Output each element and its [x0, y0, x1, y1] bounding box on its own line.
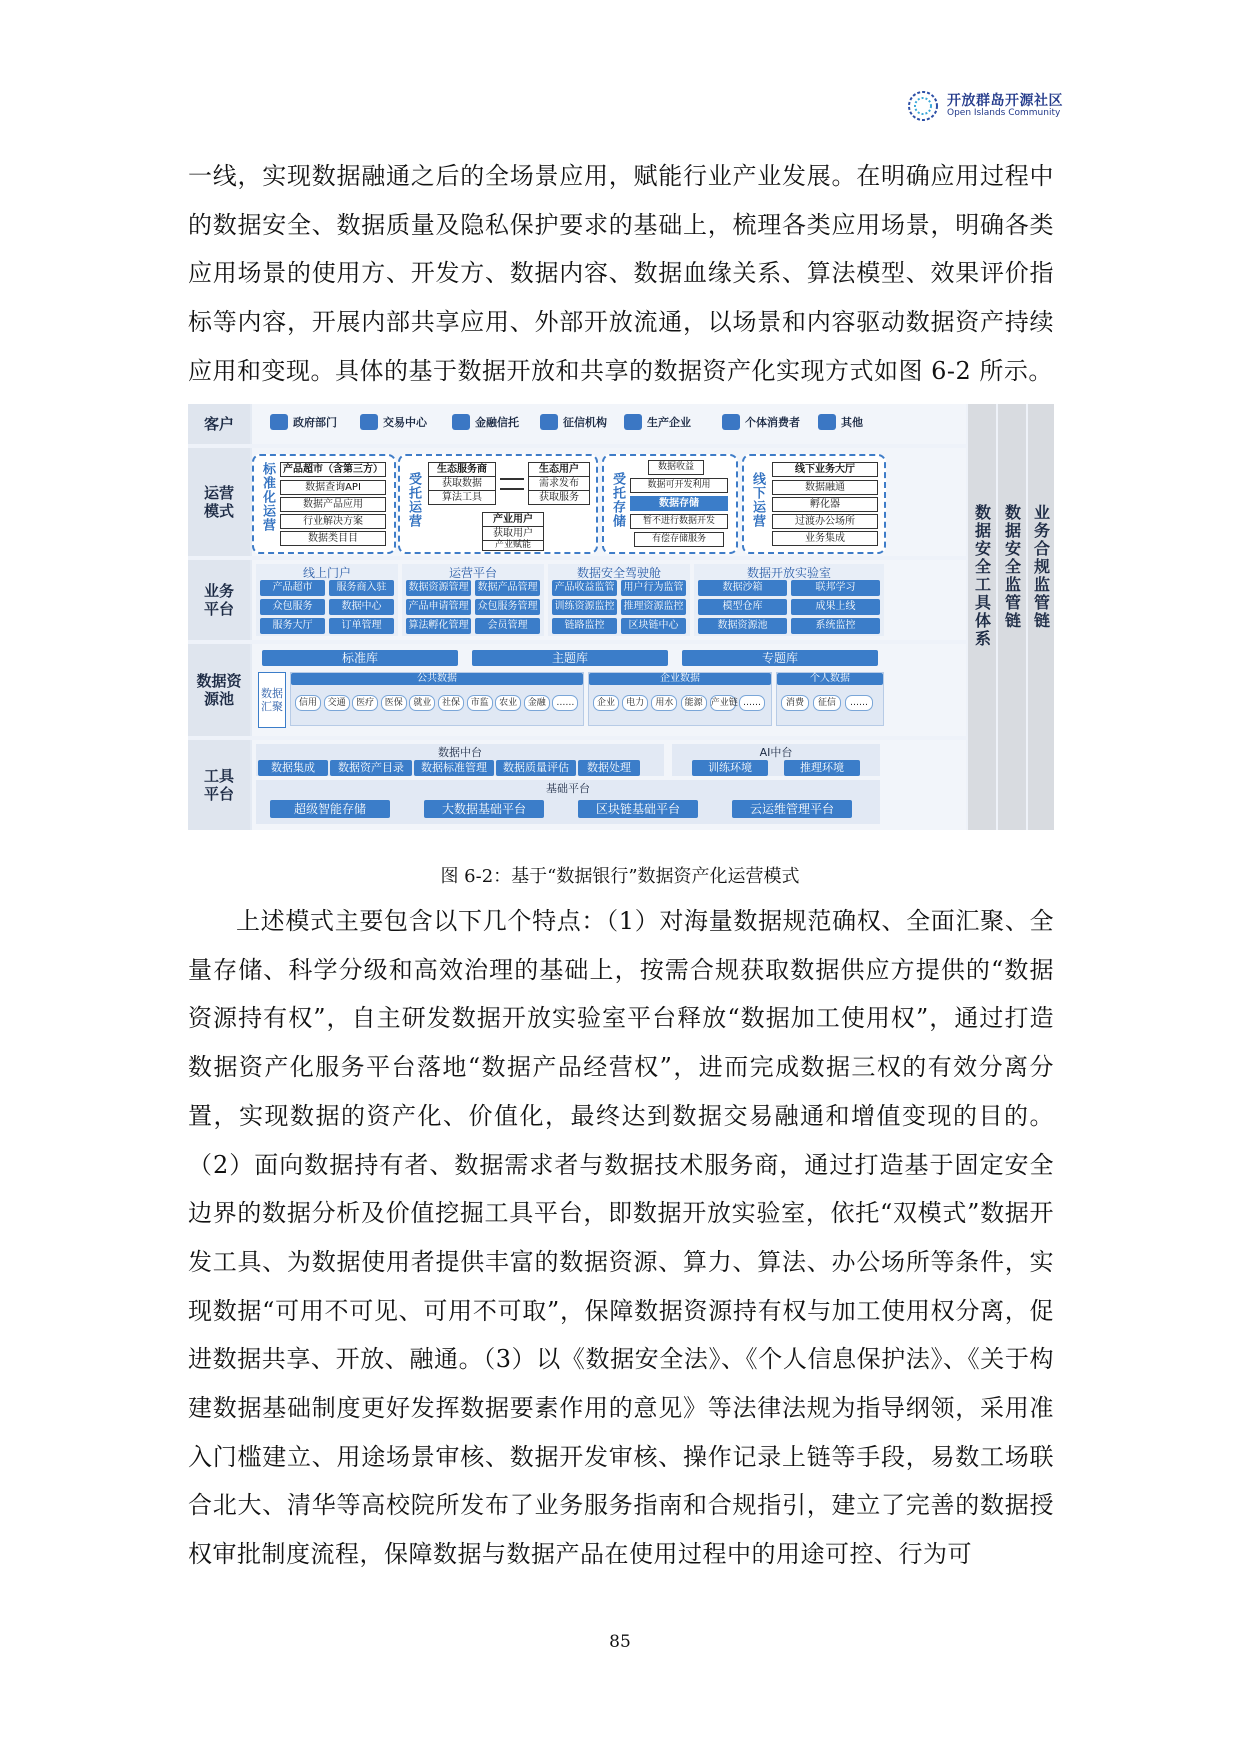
building-icon — [270, 414, 288, 430]
base-platform: 基础平台 超级智能存储 大数据基础平台 区块链基础平台 云运维管理平台 — [256, 780, 880, 824]
enterprise-data-group: 企业数据 企业 电力 用水 能源 产业链 …… — [588, 672, 772, 726]
biz-section — [402, 564, 544, 636]
row-label: 运营 模式 — [188, 448, 250, 556]
biz-item: 成果上线 — [791, 599, 880, 615]
biz-item: 数据中心 — [329, 599, 394, 615]
middle-platform-item: 数据质量评估 — [496, 760, 576, 776]
biz-item: 数据资源池 — [698, 618, 787, 634]
data-tag: …… — [739, 695, 765, 711]
biz-item: 模型仓库 — [698, 599, 787, 615]
credit-icon — [540, 414, 558, 430]
biz-item: 众包服务管理 — [475, 599, 540, 615]
data-tag: 市监 — [467, 695, 493, 711]
data-tag: 信用 — [295, 695, 321, 711]
data-tag: …… — [845, 695, 873, 711]
biz-item: 数据资源管理 — [406, 580, 471, 596]
biz-item: 数据产品管理 — [475, 580, 540, 596]
personal-data-group: 个人数据 消费 征信 …… — [776, 672, 884, 726]
data-tag: …… — [552, 695, 578, 711]
data-tag: 能源 — [681, 695, 707, 711]
data-tag: 产业链 — [710, 695, 736, 711]
data-gather-box: 数据汇聚 — [258, 672, 286, 728]
data-middle-platform: 数据中台 数据集成 数据资产目录 数据标准管理 数据质量评估 数据处理 — [256, 744, 664, 776]
logo-text-cn: 开放群岛开源社区 — [947, 93, 1063, 109]
logo-text-en: Open Islands Community — [947, 108, 1061, 118]
data-tag: 医保 — [381, 695, 407, 711]
base-platform-item: 云运维管理平台 — [732, 800, 852, 818]
data-tag: 农业 — [495, 695, 521, 711]
middle-platform-item: 数据集成 — [258, 760, 328, 776]
customer-item: 交易中心 — [360, 414, 427, 430]
community-logo — [905, 86, 1065, 126]
exchange-icon — [360, 414, 378, 430]
trust-ops-box: 受托运营 生态服务商 获取数据 算法工具 生态用户 需求发布 获取服务 产业用户 获取用户 产业赋能 — [398, 454, 598, 554]
customer-item: 其他 — [818, 414, 863, 430]
data-tag: 交通 — [324, 695, 350, 711]
data-tag: 医疗 — [352, 695, 378, 711]
factory-icon — [624, 414, 642, 430]
biz-item: 链路监控 — [552, 618, 617, 634]
ai-middle-platform: AI中台 训练环境 推理环境 — [672, 744, 880, 776]
middle-platform-item: 数据处理 — [578, 760, 640, 776]
customer-item: 个体消费者 — [722, 414, 800, 430]
data-tag: 企业 — [593, 695, 619, 711]
biz-item: 算法孵化管理 — [406, 618, 471, 634]
row-label: 客户 — [188, 404, 250, 444]
row-ops-model — [188, 448, 966, 556]
biz-item: 用户行为监管 — [621, 580, 686, 596]
lib-standard: 标准库 — [262, 650, 458, 666]
figure-diagram — [188, 404, 1054, 830]
biz-item: 会员管理 — [475, 618, 540, 634]
public-data-group: 公共数据 信用 交通 医疗 医保 就业 社保 市监 农业 金融 …… — [290, 672, 584, 726]
biz-item: 产品收益监管 — [552, 580, 617, 596]
row-label: 业务 平台 — [188, 560, 250, 640]
data-tag: 就业 — [409, 695, 435, 711]
data-tag: 消费 — [781, 695, 809, 711]
biz-item: 系统监控 — [791, 618, 880, 634]
biz-item: 推理资源监控 — [621, 599, 686, 615]
biz-item: 服务商入驻 — [329, 580, 394, 596]
middle-platform-item: 数据资产目录 — [330, 760, 412, 776]
biz-section-title: 数据安全驾驶舱 — [576, 566, 661, 580]
row-customers — [188, 404, 966, 444]
customer-item: 生产企业 — [624, 414, 691, 430]
biz-item: 联邦学习 — [791, 580, 880, 596]
body-paragraph-1: 一线，实现数据融通之后的全场景应用，赋能行业产业发展。在明确应用过程中的数据安全、数据质量及隐私保护要求的基础上，梳理各类应用场景，明确各类应用场景的使用方、开发方、数据内容、数据血缘关系、算法模型、效果评价指标等内容，开展内部共享应用、外部开放流通，以场景和内容驱动数据资产持续应用和变现。具体的基于数据开放和共享的数据资产化实现方式如图 6-2 所示。 — [188, 162, 1054, 385]
finance-icon — [452, 414, 470, 430]
biz-item: 区块链中心 — [621, 618, 686, 634]
data-tag: 电力 — [622, 695, 648, 711]
biz-item: 众包服务 — [260, 599, 325, 615]
security-tools-bar: 数据安全工具体系 — [968, 404, 996, 830]
person-icon — [722, 414, 740, 430]
biz-section-title: 线上门户 — [302, 566, 351, 580]
row-label: 数据资 源池 — [188, 644, 250, 736]
offline-ops-box: 线下运营 线下业务大厅 数据融通 孵化器 过渡办公场所 业务集成 — [742, 454, 886, 554]
standard-ops-box: 标准化运营 产品超市（含第三方） 数据查询API 数据产品应用 行业解决方案 数据类目目 — [252, 454, 396, 554]
middle-platform-item: 数据标准管理 — [414, 760, 494, 776]
biz-section-title: 数据开放实验室 — [746, 566, 831, 580]
body-paragraph-2: 上述模式主要包含以下几个特点：（1）对海量数据规范确权、全面汇聚、全量存储、科学分级和高效治理的基础上，按需合规获取数据供应方提供的“数据资源持有权”，自主研发数据开放实验室平台释放“数据加工使用权”，通过打造数据资产化服务平台落地“数据产品经营权”，进而完成数据三权的有效分离分置，实现数据的资产化、价值化，最终达到数据交易融通和增值变现的目的。（2）面向数据持有者、数据需求者与数据技术服务商，通过打造基于固定安全边界的数据分析及价值挖掘工具平台，即数据开放实验室，依托“双模式”数据开发工具、为数据使用者提供丰富的数据资源、算力、算法、办公场所等条件，实现数据“可用不可见、可用不可取”，保障数据资源持有权与加工使用权分离，促进数据共享、开放、融通。（3）以《数据安全法》、《个人信息保护法》、《关于构建数据基础制度更好发挥数据要素作用的意见》等法律法规为指导纲领，采用准入门槛建立、用途场景审核、数据开发审核、操作记录上链等手段，易数工场联合北大、清华等高校院所发布了业务服务指南和合规指引，建立了完善的数据授权审批制度流程，保障数据与数据产品在使用过程中的用途可控、行为可 — [188, 907, 1054, 1569]
biz-section — [694, 564, 884, 636]
row-business-platform — [188, 560, 966, 640]
biz-item: 产品超市 — [260, 580, 325, 596]
data-tag: 社保 — [438, 695, 464, 711]
figure-caption: 图 6-2：基于“数据银行”数据资产化运营模式 — [440, 866, 800, 887]
data-tag: 用水 — [651, 695, 677, 711]
biz-section-title: 运营平台 — [448, 566, 497, 580]
security-supervision-bar: 数据安全监管链 — [998, 404, 1026, 830]
compliance-supervision-bar: 业务合规监管链 — [1028, 404, 1054, 830]
lib-theme: 主题库 — [472, 650, 668, 666]
base-platform-item: 超级智能存储 — [270, 800, 390, 818]
biz-section — [548, 564, 690, 636]
customer-item: 金融信托 — [452, 414, 519, 430]
row-tools-platform — [188, 740, 966, 830]
data-tag: 金融 — [524, 695, 550, 711]
customer-item: 政府部门 — [270, 414, 337, 430]
biz-item: 订单管理 — [329, 618, 394, 634]
row-data-pool — [188, 644, 966, 736]
base-platform-item: 大数据基础平台 — [424, 800, 544, 818]
biz-item: 产品申请管理 — [406, 599, 471, 615]
biz-item: 服务大厅 — [260, 618, 325, 634]
biz-item: 训练资源监控 — [552, 599, 617, 615]
storage-ops-box: 受托存储 数据收益 数据可开发利用 数据存储 暂不进行数据开发 有偿存储服务 — [602, 454, 738, 554]
row-label: 工具 平台 — [188, 740, 250, 830]
customer-item: 征信机构 — [540, 414, 607, 430]
lib-topic: 专题库 — [682, 650, 878, 666]
base-platform-item: 区块链基础平台 — [578, 800, 698, 818]
logo-icon — [905, 88, 941, 124]
biz-item: 数据沙箱 — [698, 580, 787, 596]
data-tag: 征信 — [813, 695, 841, 711]
biz-section — [256, 564, 398, 636]
double-arrow-icon — [500, 478, 524, 490]
page-number: 85 — [609, 1632, 631, 1652]
others-icon — [818, 414, 836, 430]
